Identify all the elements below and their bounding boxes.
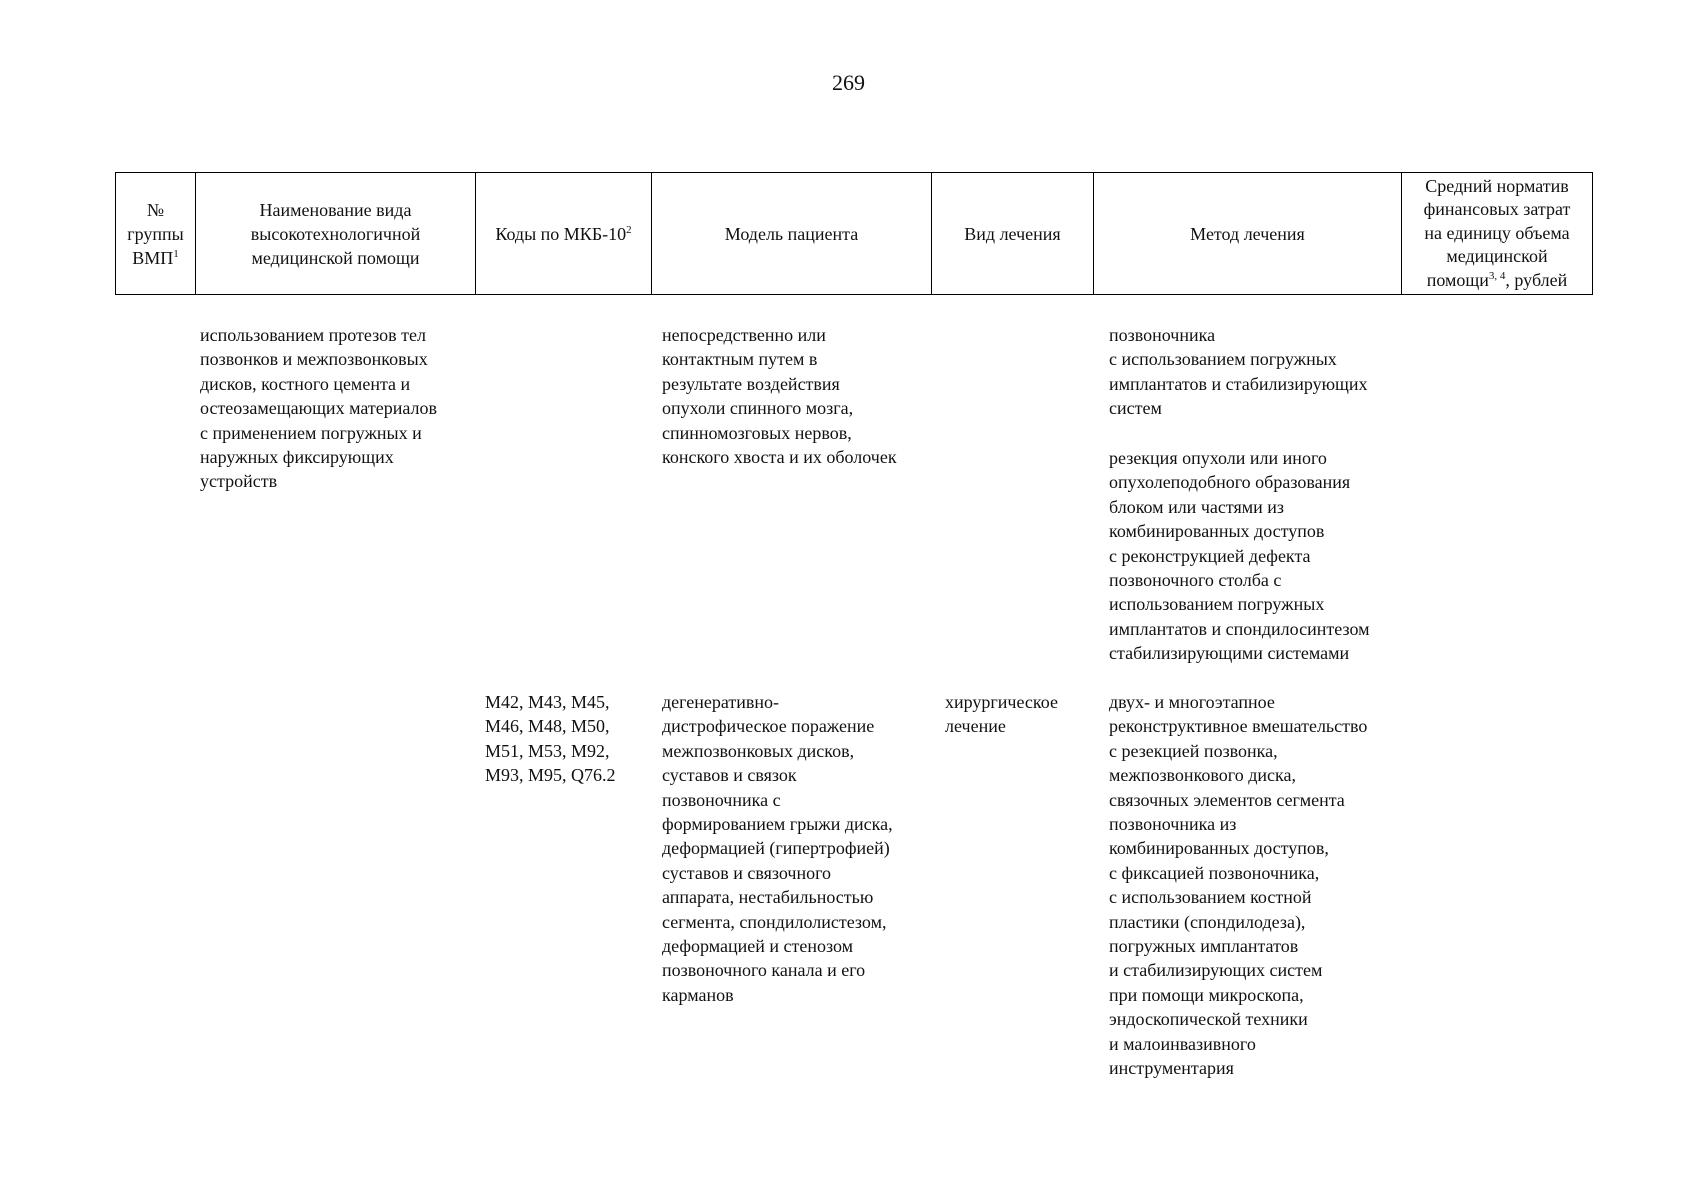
header-patient-model (652, 173, 932, 295)
header-care-type-name-text: Наименование вида высокотехнологичной медицинской помощи (250, 199, 421, 268)
header-treatment-type-text: Вид лечения (964, 223, 1061, 244)
page-number: 269 (832, 70, 865, 95)
header-group-number-text: № группы ВМП (127, 199, 184, 268)
table-header (115, 172, 1593, 295)
row2-icd-codes: M42, M43, M45, M46, M48, M50, M51, M53, M92, M93, M95, Q76.2 (485, 692, 616, 786)
header-icd-codes-text: Коды по МКБ-10 (495, 223, 627, 244)
row1-method-continued: позвоночника с использованием погружных имплантатов и стабилизирующих систем (1109, 325, 1368, 419)
row1-patient-model: непосредственно или контактным путем в результате воздействия опухоли спинного мозга, спинномозговых нервов, конского хвоста и их оболочек (662, 325, 897, 468)
footnote-marker-2: 2 (626, 223, 632, 236)
header-treatment-method (1094, 173, 1402, 295)
row2-treatment-method: двух- и многоэтапное реконструктивное вмешательство с резекцией позвонка, межпозвонкового диска, связочных элементов сегмента позвоночника из комбинированных доступов, с фиксацией позвоночника, с использованием костной пластики (спондилодеза), погружных имплантатов и стабилизирующих систем при помощи микроскопа, эндоскопической техники и малоинвазивного инструментария (1109, 692, 1368, 1079)
header-cost-standard-suffix: , рублей (1505, 269, 1568, 290)
header-cost-standard-text: Средний норматив финансовых затрат на единицу объема медицинской помощи (1423, 175, 1571, 290)
footnote-marker-3-4: 3, 4 (1488, 269, 1506, 282)
header-care-type-name (196, 173, 476, 295)
footnote-marker-1: 1 (173, 247, 179, 260)
header-treatment-method-text: Метод лечения (1190, 223, 1305, 244)
row2-treatment-type: хирургическое лечение (945, 692, 1058, 737)
row1-care-type-name: использованием протезов тел позвонков и межпозвонковых дисков, костного цемента и остеозамещающих материалов с применением погружных и наружных фиксирующих устройств (200, 325, 437, 492)
header-icd-codes (476, 173, 652, 295)
row1-method-resection: резекция опухоли или иного опухолеподобного образования блоком или частями из комбинированных доступов с реконструкцией дефекта позвоночного столба с использованием погружных имплантатов и спондилосинтезом стабилизирующими системами (1109, 448, 1370, 664)
row2-patient-model: дегенеративно- дистрофическое поражение межпозвонковых дисков, суставов и связок позвоночника с формированием грыжи диска, деформацией (гипертрофией) суставов и связочного аппарата, нестабильностью сегмента, спондилолистезом, деформацией и стенозом позвоночного канала и его карманов (662, 692, 893, 1005)
header-patient-model-text: Модель пациента (724, 223, 859, 244)
header-cost-standard (1402, 173, 1593, 295)
header-treatment-type (932, 173, 1094, 295)
header-group-number (116, 173, 196, 295)
